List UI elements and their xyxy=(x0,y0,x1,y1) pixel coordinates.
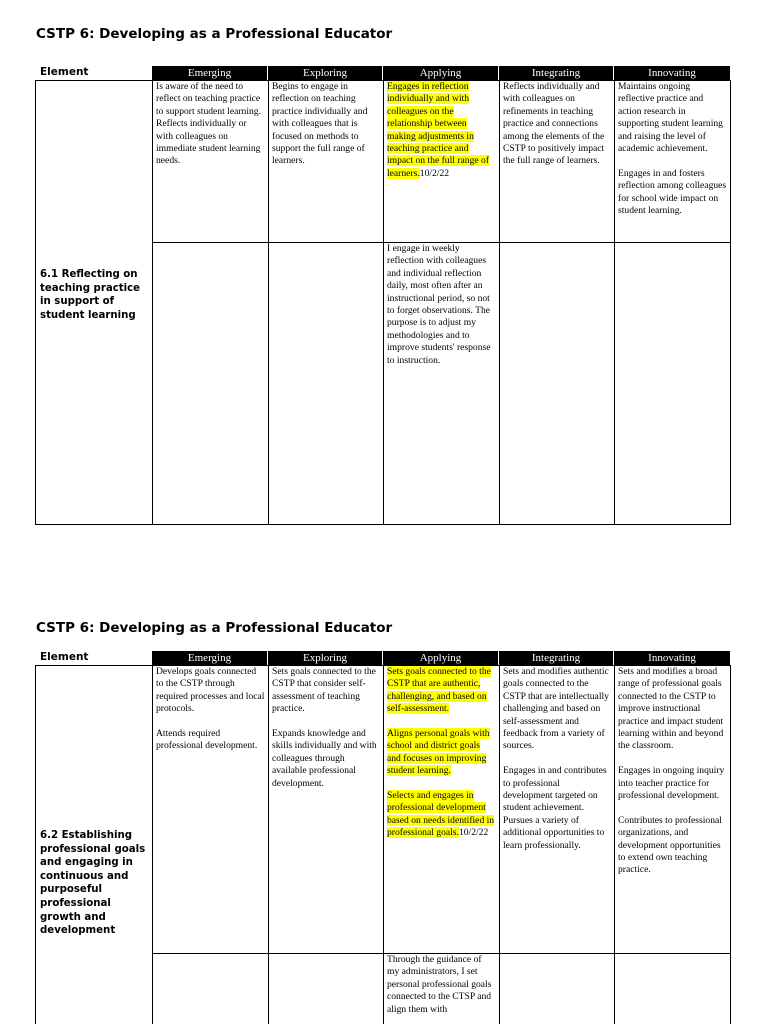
section2-title: CSTP 6: Developing as a Professional Educator xyxy=(36,620,393,636)
header-exploring: Exploring xyxy=(268,66,383,80)
section2-innovating-cell: Sets and modifies a broad range of professional goals connected to the CSTP to improve instructional practice and impact student learning within and beyond the classroom. Engages in ongoing inquiry into teacher practice for professional development. Contributes to professional organizations, and development opportunities to extend own teaching practice. xyxy=(618,666,725,876)
header-emerging: Emerging xyxy=(152,651,268,665)
header-innovating: Innovating xyxy=(648,67,696,79)
highlighted-text: Aligns personal goals with school and district goals and focuses on improving student learning. xyxy=(387,728,490,777)
header-integrating: Integrating xyxy=(499,651,614,665)
header-applying: Applying xyxy=(383,651,499,665)
section1-applying-cell: Engages in reflection individually and with colleagues on the relationship between making adjustments in teaching practice and impact on the full range of learners.10/2/22 xyxy=(387,81,490,179)
header-innovating: Innovating xyxy=(648,652,696,664)
section1-title: CSTP 6: Developing as a Professional Educator xyxy=(36,26,393,42)
section1-row-label: 6.1 Reflecting on teaching practice in support of student learning xyxy=(40,269,141,321)
section1-element-header: Element xyxy=(40,66,89,78)
header-integrating: Integrating xyxy=(499,66,614,80)
section1-header-row xyxy=(152,66,730,80)
section2-row-label: 6.2 Establishing professional goals and engaging in continuous and purposeful professional growth and development xyxy=(40,830,146,937)
section1-emerging-cell: Is aware of the need to reflect on teaching practice to support student learning. Reflects individually or with colleagues on immediate student learning needs. xyxy=(156,81,261,167)
highlighted-text: Engages in reflection individually and with colleagues on the relationship between making adjustments in teaching practice and impact on the full range of learners. xyxy=(387,81,490,179)
header-exploring: Exploring xyxy=(268,651,383,665)
section1-evidence-cell: I engage in weekly reflection with colleagues and individual reflection daily, most often after an instructional period, so not to forget observations. The purpose is to adjust my methodologies and to improve students' response to instruction. xyxy=(387,243,491,366)
header-emerging: Emerging xyxy=(152,66,268,80)
highlighted-text: Sets goals connected to the CSTP that are authentic, challenging, and based on self-assessment. xyxy=(387,666,491,715)
section2-emerging-cell: Develops goals connected to the CSTP through required processes and local protocols. Attends required professional development. xyxy=(156,666,265,752)
section1-integrating-cell: Reflects individually and with colleagues on refinements in teaching practice and connections among the elements of the CSTP to positively impact the full range of learners. xyxy=(503,81,605,167)
section2-header-row xyxy=(152,651,730,665)
header-applying: Applying xyxy=(383,66,499,80)
section1-exploring-cell: Begins to engage in reflection on teaching practice individually and with colleagues that is focused on methods to support the full range of learners. xyxy=(272,81,368,167)
highlighted-text: Selects and engages in professional development based on needs identified in professional goals. xyxy=(387,790,495,839)
section2-evidence-cell: Through the guidance of my administrators, I set personal professional goals connected to the CTSP and align them with xyxy=(387,954,492,1015)
section1-innovating-cell: Maintains ongoing reflective practice and action research in supporting student learning and raising the level of academic achievement. Engages in and fosters reflection among colleagues for school wide impact on student learning. xyxy=(618,81,727,217)
section2-applying-cell: Sets goals connected to the CSTP that are authentic, challenging, and based on self-assessment. Aligns personal goals with school and district goals and focuses on improving student learning. Selects and engages in professional development based on needs identified in professional goals.10/2/22 xyxy=(387,666,495,839)
section2-element-header: Element xyxy=(40,651,89,663)
section2-integrating-cell: Sets and modifies authentic goals connected to the CSTP that are intellectually challenging and based on self-assessment and feedback from a variety of sources. Engages in and contributes to professional development targeted on student achievement. Pursues a variety of additional opportunities to learn professionally. xyxy=(503,666,609,851)
section2-exploring-cell: Sets goals connected to the CSTP that consider self-assessment of teaching practice. Expands knowledge and skills individually and with colleagues through available professional development. xyxy=(272,666,377,789)
